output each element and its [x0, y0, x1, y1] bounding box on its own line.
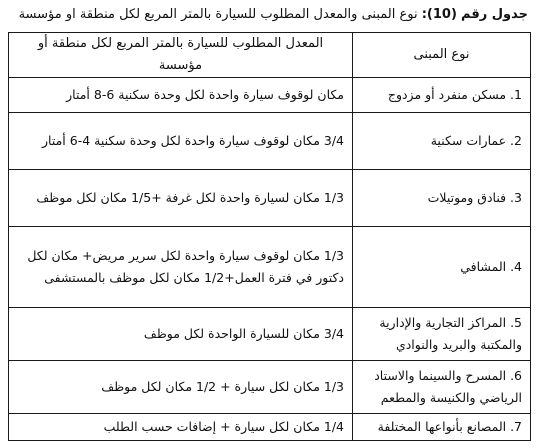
building-parking-table	[8, 32, 531, 441]
building-type-cell: 6. المسرح والسينما والاستاد الرياضي والكنيسة والمطعم	[353, 361, 531, 414]
header-required-rate: المعدل المطلوب للسيارة بالمتر المربع لكل منطقة أو مؤسسة	[9, 33, 353, 78]
required-rate-cell: 1/3 مكان لكل سيارة + 1/2 مكان لكل موظف	[9, 361, 353, 414]
table-row	[9, 170, 531, 227]
required-rate-cell: 1/3 مكان لوقوف سيارة واحدة لكل سرير مريض+ مكان لكل دكتور في فترة العمل+1/2 مكان لكل موظف بالمستشفى	[9, 227, 353, 308]
required-rate-cell: 3/4 مكان للسيارة الواحدة لكل موظف	[9, 308, 353, 361]
table-row	[9, 113, 531, 170]
building-type-cell: 7. المصانع بأنواعها المختلفة	[353, 414, 531, 441]
required-rate-cell: مكان لوقوف سيارة واحدة لكل وحدة سكنية 6-8 أمتار	[9, 78, 353, 113]
caption-text: نوع المبنى والمعدل المطلوب للسيارة بالمتر المربع لكل منطقة او مؤسسة	[18, 7, 418, 22]
table-caption	[14, 6, 528, 24]
table-row	[9, 78, 531, 113]
building-type-cell: 5. المراكز التجارية والإدارية والمكتبة والبريد والنوادي	[353, 308, 531, 361]
caption-number: (10):	[421, 7, 457, 22]
required-rate-cell: 3/4 مكان لوقوف سيارة واحدة لكل وحدة سكنية 4-6 أمتار	[9, 113, 353, 170]
header-row	[9, 33, 531, 78]
building-type-cell: 4. المشافي	[353, 227, 531, 308]
table-row	[9, 361, 531, 414]
table-row	[9, 227, 531, 308]
caption-prefix: جدول رقم	[461, 7, 528, 22]
building-type-cell: 1. مسكن منفرد أو مزدوج	[353, 78, 531, 113]
table-row	[9, 414, 531, 441]
required-rate-cell: 1/4 مكان لكل سيارة + إضافات حسب الطلب	[9, 414, 353, 441]
required-rate-cell: 1/3 مكان لسيارة واحدة لكل غرفة +1/5 مكان لكل موظف	[9, 170, 353, 227]
header-building-type: نوع المبنى	[353, 33, 531, 78]
building-type-cell: 2. عمارات سكنية	[353, 113, 531, 170]
building-type-cell: 3. فنادق وموتيلات	[353, 170, 531, 227]
table-row	[9, 308, 531, 361]
